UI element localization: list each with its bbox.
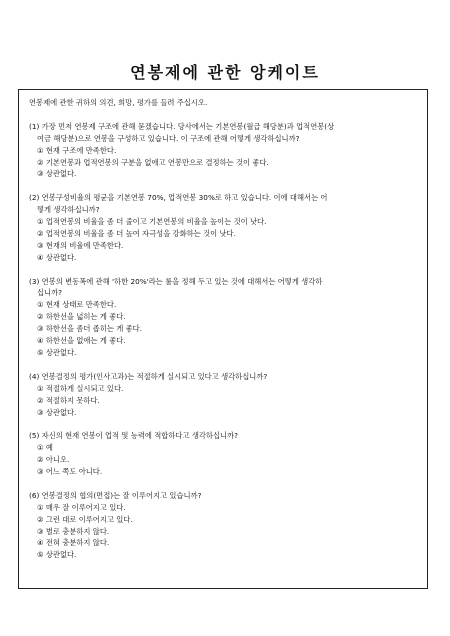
answer-option: ③ 어느 쪽도 아니다.: [37, 467, 103, 477]
answer-option: ② 업적연봉의 비율을 좀 더 높여 자극성을 강화하는 것이 낫다.: [37, 228, 236, 238]
spacer: [29, 264, 419, 276]
answer-option: ④ 상관없다.: [37, 252, 77, 262]
document-title: 연봉제에 관한 앙케이트: [130, 63, 320, 82]
answer-option: ③ 현재의 비율에 만족한다.: [37, 240, 124, 250]
question-5: [29, 430, 419, 478]
question-text: (3) 연봉의 변동폭에 관해 '하한 20%'라는 룰을 정해 두고 있는 것에 대해서는 어떻게 생각하: [29, 276, 323, 286]
question-text: (5) 자신의 현재 연봉이 업적 및 능력에 적합하다고 생각하십니까?: [29, 431, 238, 441]
spacer: [29, 478, 419, 490]
question-text: (1) 가장 먼저 연봉제 구조에 관해 묻겠습니다. 당사에서는 기본연봉(월급 해당분)과 업적연봉(상: [29, 121, 335, 131]
answer-option: ① 적절하게 실시되고 있다.: [37, 383, 124, 393]
question-2: [29, 192, 419, 263]
answer-option: ② 그런 대로 이루어지고 있다.: [37, 514, 133, 524]
answer-option: ③ 하한선을 좀더 좁히는 게 좋다.: [37, 324, 143, 334]
question-text: (6) 연봉결정의 협의(면접)는 잘 이루어지고 있습니까?: [29, 490, 202, 500]
question-text: 여금 해당분)으로 연봉을 구성하고 있습니다. 이 구조에 관해 어떻게 생각하십니까?: [37, 133, 300, 143]
spacer: [29, 109, 419, 121]
question-text: 떻게 생각하십니까?: [37, 205, 100, 215]
question-3: [29, 276, 419, 359]
answer-option: ① 현재 구조에 만족한다.: [37, 145, 117, 155]
answer-option: ① 매우 잘 이루어지고 있다.: [37, 502, 126, 512]
intro-text: 연봉제에 관한 귀하의 의견, 희망, 평가를 들려 주십시오.: [29, 98, 208, 107]
answer-option: ① 현재 상태로 만족한다.: [37, 300, 117, 310]
question-1: [29, 121, 419, 181]
spacer: [29, 180, 419, 192]
answer-option: ③ 상관없다.: [37, 407, 77, 417]
answer-option: ③ 별로 충분하지 않다.: [37, 526, 110, 536]
answer-option: ② 적절하지 못하다.: [37, 395, 100, 405]
survey-content: [29, 97, 419, 561]
answer-option: ① 업적연봉의 비율을 좀 더 줄이고 기본연봉의 비율을 높이는 것이 낫다.: [37, 217, 267, 227]
answer-option: ④ 하한선을 없애는 게 좋다.: [37, 336, 126, 346]
question-6: [29, 490, 419, 561]
question-text: (4) 연봉결정의 평가(인사고과)는 적절하게 실시되고 있다고 생각하십니까?: [29, 371, 268, 381]
answer-option: ② 하한선을 넓히는 게 좋다.: [37, 312, 126, 322]
answer-option: ① 예: [37, 443, 53, 453]
spacer: [29, 359, 419, 371]
answer-option: ④ 전혀 충분하지 않다.: [37, 538, 110, 548]
answer-option: ③ 상관없다.: [37, 169, 77, 179]
answer-option: ② 기본연봉과 업적연봉의 구분을 없애고 연봉만으로 결정하는 것이 좋다.: [37, 157, 269, 167]
question-text: 십니까?: [37, 288, 63, 298]
survey-box: [18, 89, 428, 589]
answer-option: ⑤ 상관없다.: [37, 347, 77, 357]
question-4: [29, 371, 419, 419]
spacer: [29, 418, 419, 430]
answer-option: ② 아니오.: [37, 455, 70, 465]
answer-option: ⑤ 상관없다.: [37, 550, 77, 560]
question-text: (2) 연봉구성비율의 평균을 기본연봉 70%, 업적연봉 30%로 하고 있습니다. 이에 대해서는 어: [29, 193, 328, 203]
